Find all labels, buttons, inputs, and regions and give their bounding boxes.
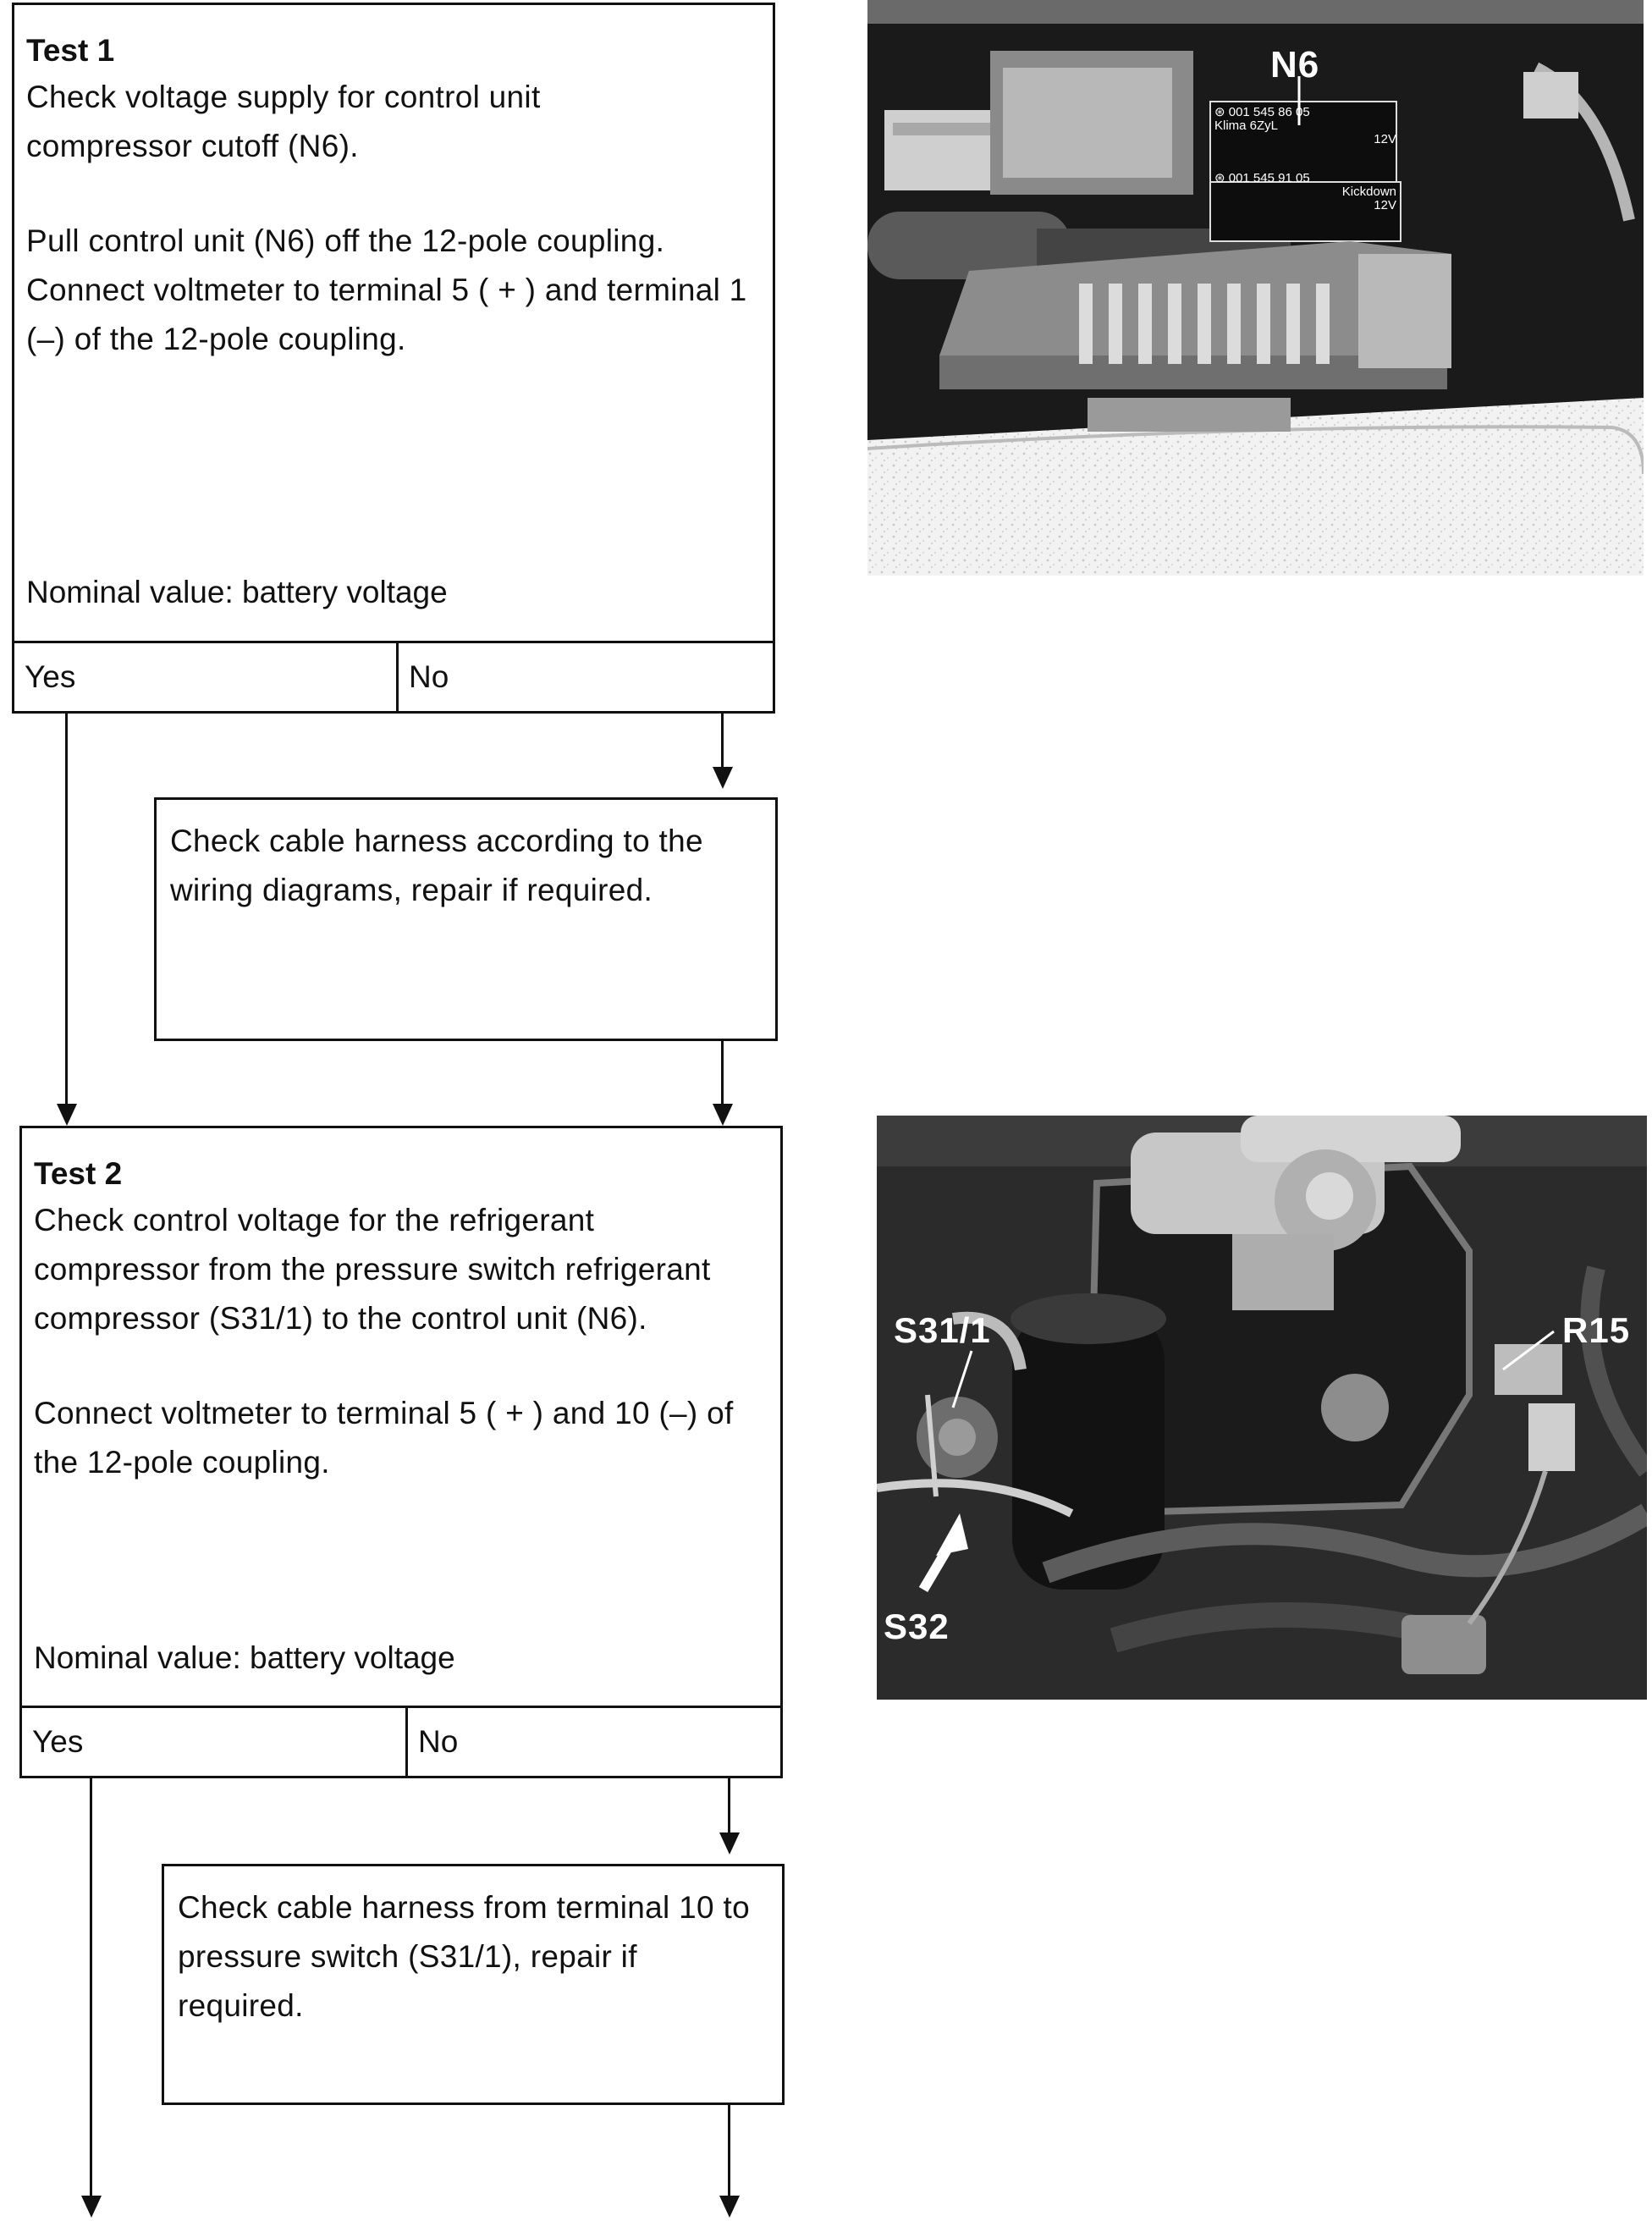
test2-yes-cell [19,1706,408,1778]
control-unit-photo [867,0,1644,576]
arrow-action2-shaft [728,2105,730,2196]
test1-nominal: Nominal value: battery voltage [26,575,448,609]
arrow-no1-head [713,767,733,789]
test1-no-label: No [409,659,449,694]
n6-label-line-4: ⊛ 001 545 91 05 [1214,171,1310,185]
action1-text: Check cable harness according to the wiring diagrams, repair if required. [170,824,703,907]
arrow-no2-head [719,1832,740,1855]
arrow-yes2-head [81,2196,102,2218]
test2-instruction: Connect voltmeter to terminal 5 ( + ) and 10 (–) of the 12-pole coupling. [34,1396,734,1480]
test2-box [19,1126,783,1708]
n6-label-line-1: ⊛ 001 545 86 05 [1214,105,1310,119]
arrow-yes1-head [57,1104,77,1126]
n6-label-line-6: 12V [1374,198,1396,212]
n6-label-line-3: 12V [1374,132,1396,146]
test2-no-cell [405,1706,783,1778]
test2-title: Test 2 [34,1156,123,1191]
arrow-action1-head [713,1104,733,1126]
s32-callout: S32 [884,1607,950,1646]
test1-yes-label: Yes [25,659,76,694]
arrow-yes2-shaft [90,1778,92,2196]
test1-description: Check voltage supply for control unit compressor cutoff (N6). [26,80,541,163]
engine-bay-photo [877,1116,1647,1700]
n6-label-line-2: Klima 6ZyL [1214,118,1279,133]
action1-box [154,797,778,1041]
test1-no-cell [396,641,775,714]
n6-label-line-5: Kickdown [1341,185,1396,199]
test2-yes-label: Yes [32,1724,84,1759]
arrow-yes1-shaft [65,714,68,1105]
control-unit-photo-art [867,0,1644,576]
test1-title: Test 1 [26,33,115,68]
action2-text: Check cable harness from terminal 10 to pressure switch (S31/1), repair if required. [178,1890,750,2023]
action2-box [162,1864,785,2105]
arrow-no2-shaft [728,1778,730,1834]
test2-nominal: Nominal value: battery voltage [34,1640,455,1675]
test2-no-label: No [418,1724,459,1759]
arrow-no1-shaft [721,714,724,769]
test1-yes-cell [12,641,399,714]
test2-description: Check control voltage for the refrigerant compressor from the pressure switch refrigerant compressor (S31/1) to the control unit (N6). [34,1203,711,1336]
test1-instruction: Pull control unit (N6) off the 12-pole coupling. Connect voltmeter to terminal 5 ( + ) and terminal 1 (–) of the 12-pole coupling. [26,223,747,356]
s31-callout: S31/1 [894,1310,991,1350]
arrow-action1-shaft [721,1041,724,1105]
test1-box [12,3,775,643]
arrow-action2-head [719,2196,740,2218]
engine-bay-photo-art [877,1116,1647,1700]
n6-callout: N6 [1270,44,1320,85]
n6-part-label [1214,106,1396,212]
r15-callout: R15 [1562,1310,1631,1350]
